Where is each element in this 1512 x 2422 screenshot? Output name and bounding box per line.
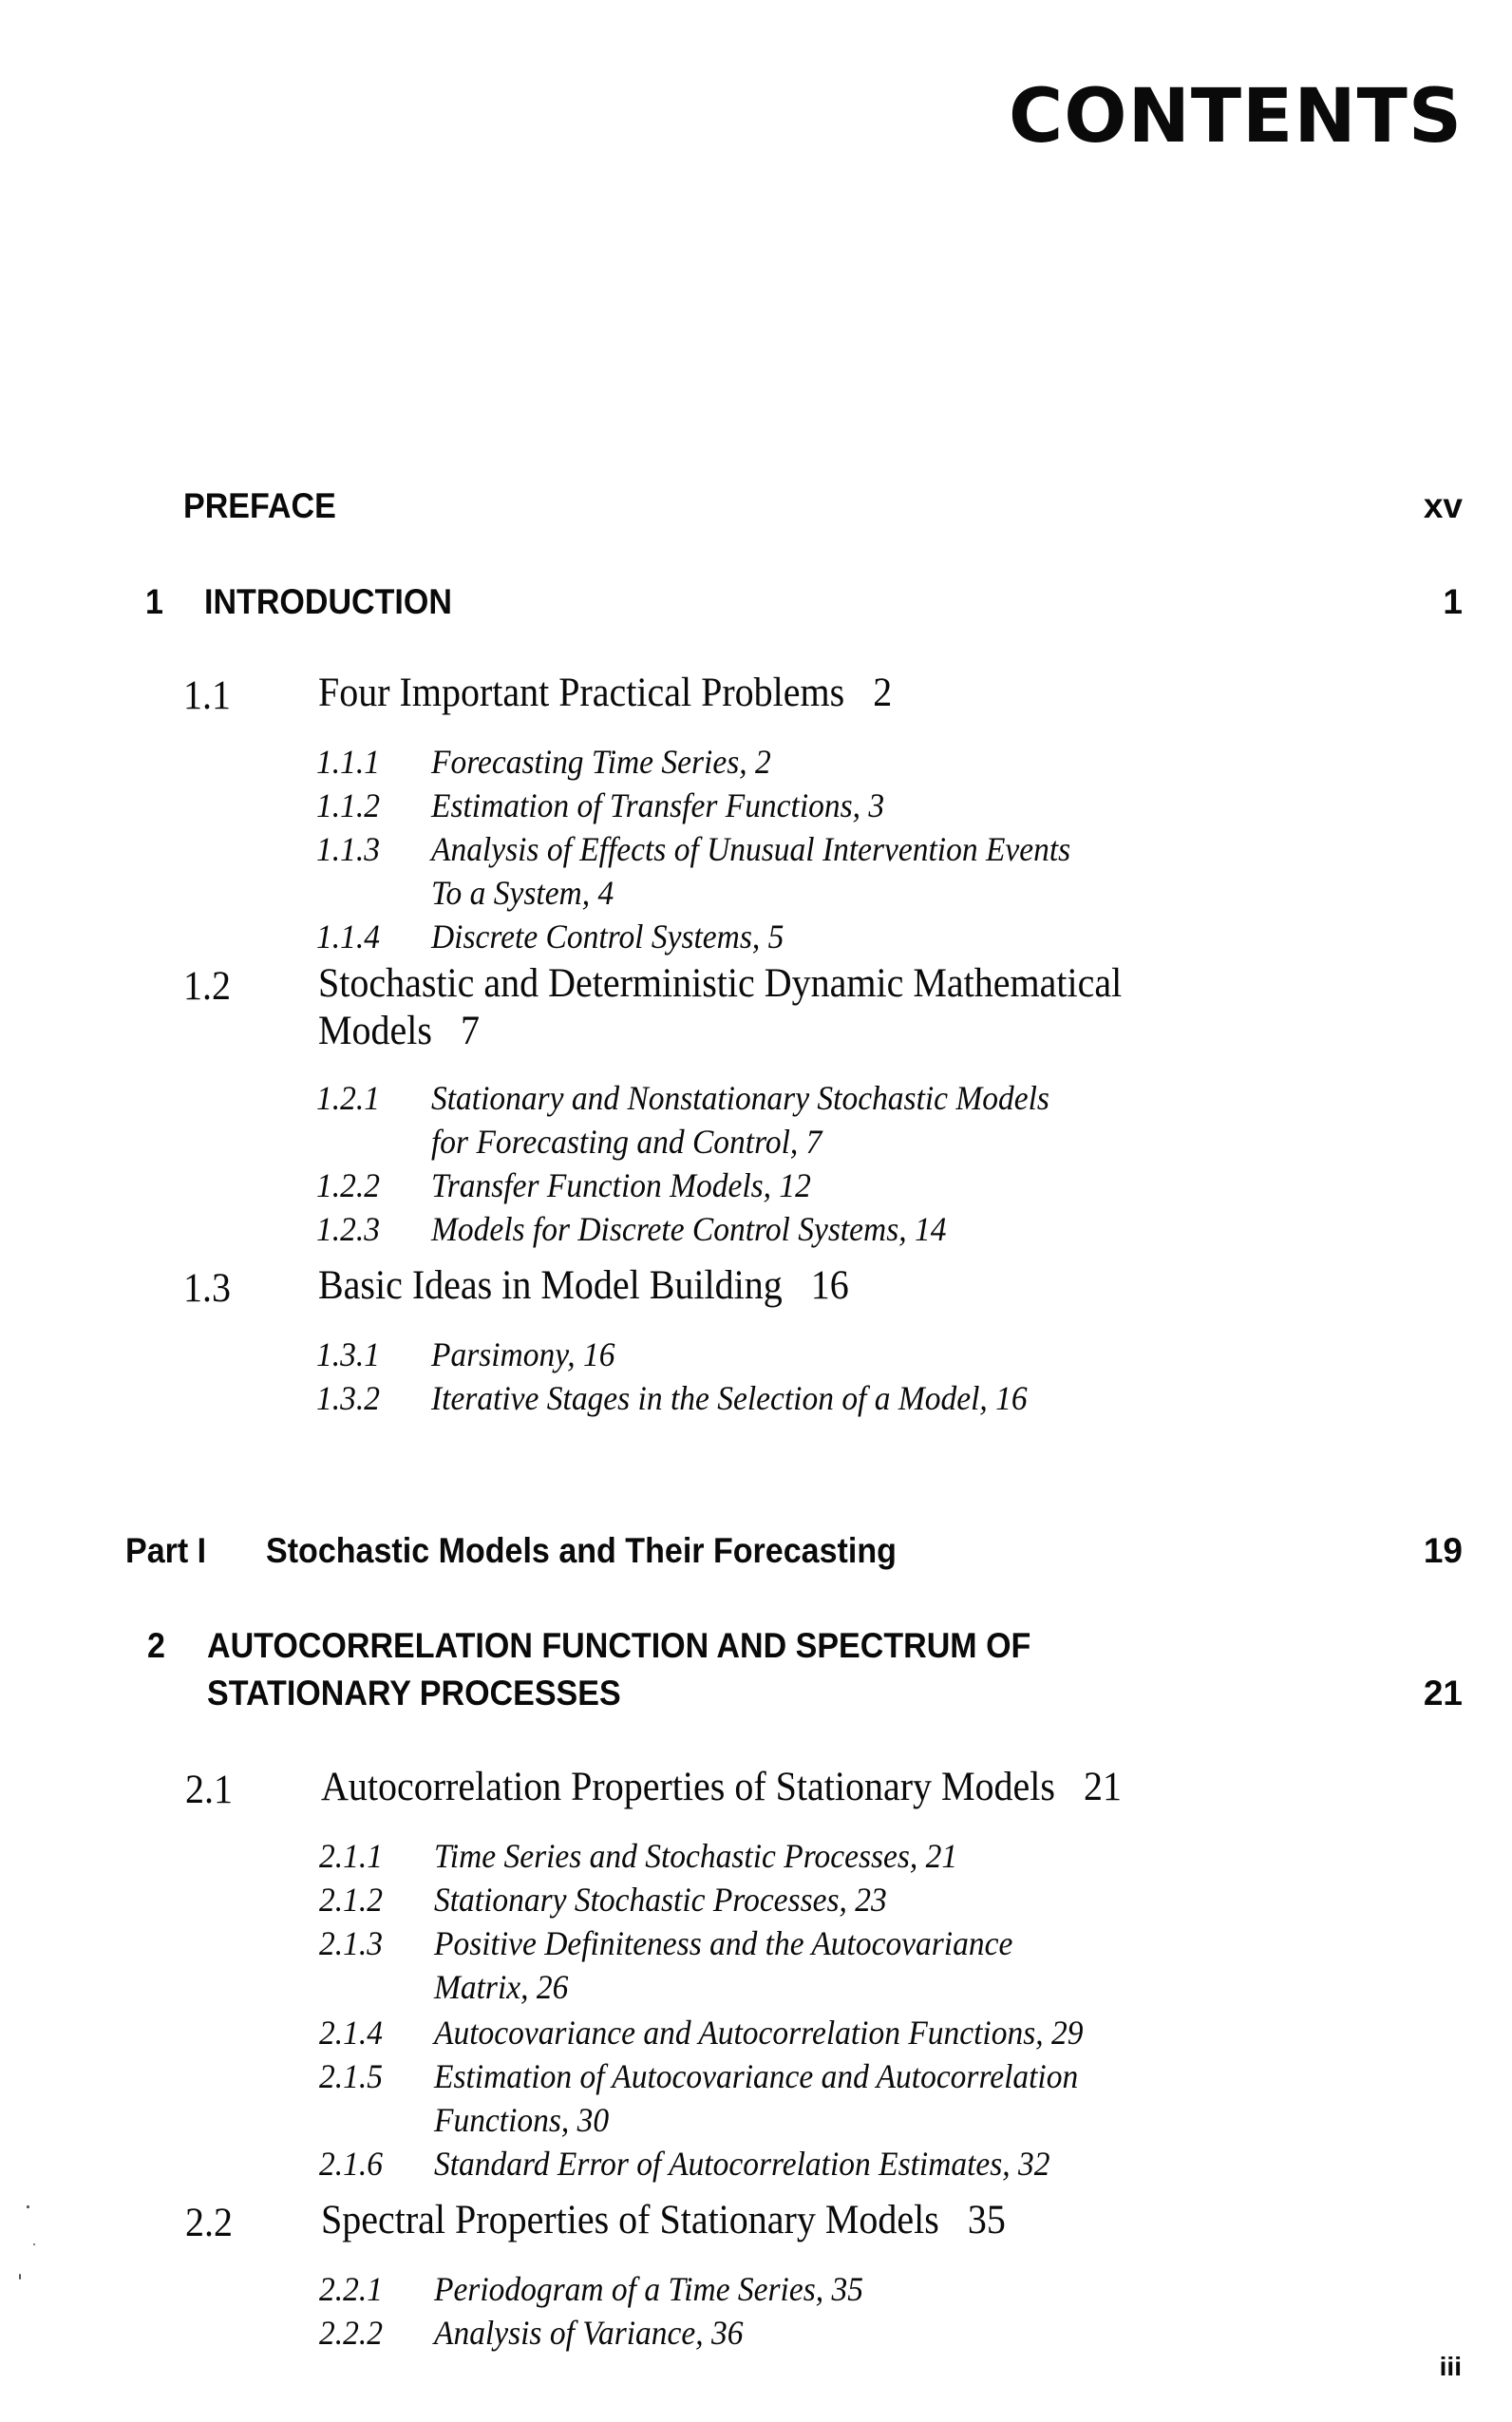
subsection-page: 16 [995, 1379, 1028, 1417]
subsection-title: Standard Error of Autocorrelation Estimates, 32 [434, 2145, 1050, 2183]
subsection-title-line2: for Forecasting and Control, 7 [431, 1123, 822, 1161]
part-title: Stochastic Models and Their Forecasting [266, 1531, 897, 1570]
subsection-title: Estimation of Transfer Functions, 3 [431, 786, 885, 824]
part-page: 19 [1423, 1531, 1463, 1570]
subsection-number: 2.1.6 [319, 2145, 383, 2183]
subsection-page: 14 [914, 1210, 947, 1248]
subsection-title: Models for Discrete Control Systems, 14 [431, 1210, 947, 1248]
chapter-1-page: 1 [1443, 582, 1463, 621]
subsection-number: 2.2.2 [319, 2314, 383, 2352]
section-number: 2.2 [185, 2201, 233, 2245]
section-title-line1: Stochastic and Deterministic Dynamic Mathematical [318, 961, 1123, 1006]
section-page: 7 [460, 1009, 480, 1053]
subsection-title-line2: Functions, 30 [434, 2101, 610, 2139]
subsection-page: 26 [536, 1968, 569, 2006]
section-page: 2 [873, 671, 893, 715]
subsection-title: Forecasting Time Series, 2 [431, 743, 771, 781]
section-number: 2.1 [185, 1768, 233, 1812]
subsection-page: 29 [1050, 2014, 1084, 2052]
subsection-title-line2: Matrix, 26 [434, 1968, 569, 2006]
subsection-title: Iterative Stages in the Selection of a Model, 16 [431, 1379, 1028, 1417]
subsection-title: Analysis of Variance, 36 [434, 2314, 744, 2352]
subsection-page: 36 [710, 2314, 744, 2352]
subsection-number: 2.1.2 [319, 1881, 383, 1919]
section-number: 1.1 [183, 673, 231, 718]
section-title: Four Important Practical Problems 2 [318, 671, 893, 715]
subsection-title-line2: To a System, 4 [431, 874, 614, 912]
subsection-title: Time Series and Stochastic Processes, 21 [434, 1837, 958, 1875]
chapter-1-number: 1 [145, 582, 163, 621]
subsection-number: 1.2.1 [316, 1079, 380, 1117]
subsection-number: 2.1.1 [319, 1837, 383, 1875]
chapter-2-page: 21 [1423, 1674, 1463, 1712]
scan-speck [19, 2274, 21, 2280]
subsection-page: 32 [1018, 2145, 1050, 2183]
subsection-title-line1: Stationary and Nonstationary Stochastic Models [431, 1079, 1049, 1117]
subsection-title-line1: Estimation of Autocovariance and Autocorrelation [434, 2057, 1079, 2095]
subsection-title-line1: Analysis of Effects of Unusual Intervention Events [431, 830, 1071, 868]
subsection-number: 1.3.2 [316, 1379, 380, 1417]
subsection-page: 16 [582, 1335, 615, 1373]
subsection-page: 5 [767, 918, 784, 956]
subsection-number: 2.1.5 [319, 2057, 383, 2095]
subsection-number: 1.2.2 [316, 1166, 380, 1204]
subsection-title: Periodogram of a Time Series, 35 [434, 2270, 863, 2308]
preface-page: xv [1423, 486, 1463, 525]
subsection-page: 4 [597, 874, 614, 912]
page-folio: iii [1439, 2352, 1462, 2381]
subsection-title: Parsimony, 16 [431, 1335, 615, 1373]
subsection-page: 2 [754, 743, 771, 781]
chapter-2-title-line2: STATIONARY PROCESSES [207, 1674, 621, 1712]
section-title-line2: Models 7 [318, 1009, 480, 1053]
subsection-title: Discrete Control Systems, 5 [431, 918, 784, 956]
subsection-number: 1.1.4 [316, 918, 380, 956]
subsection-page: 23 [855, 1881, 887, 1919]
subsection-page: 3 [868, 786, 885, 824]
subsection-page: 12 [779, 1166, 811, 1204]
subsection-number: 2.1.3 [319, 1924, 383, 1962]
section-page: 35 [967, 2198, 1006, 2242]
chapter-2-number: 2 [147, 1626, 165, 1665]
page-title: CONTENTS [1009, 74, 1463, 160]
subsection-number: 2.2.1 [319, 2270, 383, 2308]
scan-speck [27, 2205, 29, 2208]
section-number: 1.2 [183, 964, 231, 1009]
subsection-title-line1: Positive Definiteness and the Autocovariance [434, 1924, 1013, 1962]
preface-label: PREFACE [183, 486, 336, 525]
subsection-number: 1.2.3 [316, 1210, 380, 1248]
part-label: Part I [125, 1531, 207, 1570]
subsection-page: 7 [805, 1123, 822, 1161]
chapter-1-title: INTRODUCTION [204, 582, 452, 621]
subsection-title: Transfer Function Models, 12 [431, 1166, 811, 1204]
scan-speck [33, 2243, 35, 2245]
subsection-page: 30 [576, 2101, 610, 2139]
subsection-number: 1.1.2 [316, 786, 380, 824]
section-title: Autocorrelation Properties of Stationary Models 21 [321, 1765, 1122, 1809]
subsection-page: 35 [831, 2270, 863, 2308]
section-page: 16 [810, 1263, 849, 1308]
section-page: 21 [1083, 1765, 1122, 1809]
subsection-number: 1.1.1 [316, 743, 380, 781]
subsection-page: 21 [925, 1837, 958, 1875]
subsection-number: 2.1.4 [319, 2014, 383, 2052]
subsection-number: 1.3.1 [316, 1335, 380, 1373]
section-title: Basic Ideas in Model Building 16 [318, 1263, 849, 1308]
subsection-title: Stationary Stochastic Processes, 23 [434, 1881, 887, 1919]
subsection-number: 1.1.3 [316, 830, 380, 868]
section-title: Spectral Properties of Stationary Models 35 [321, 2198, 1006, 2242]
subsection-title: Autocovariance and Autocorrelation Functions, 29 [434, 2014, 1084, 2052]
section-number: 1.3 [183, 1266, 231, 1311]
chapter-2-title-line1: AUTOCORRELATION FUNCTION AND SPECTRUM OF [207, 1626, 1031, 1665]
